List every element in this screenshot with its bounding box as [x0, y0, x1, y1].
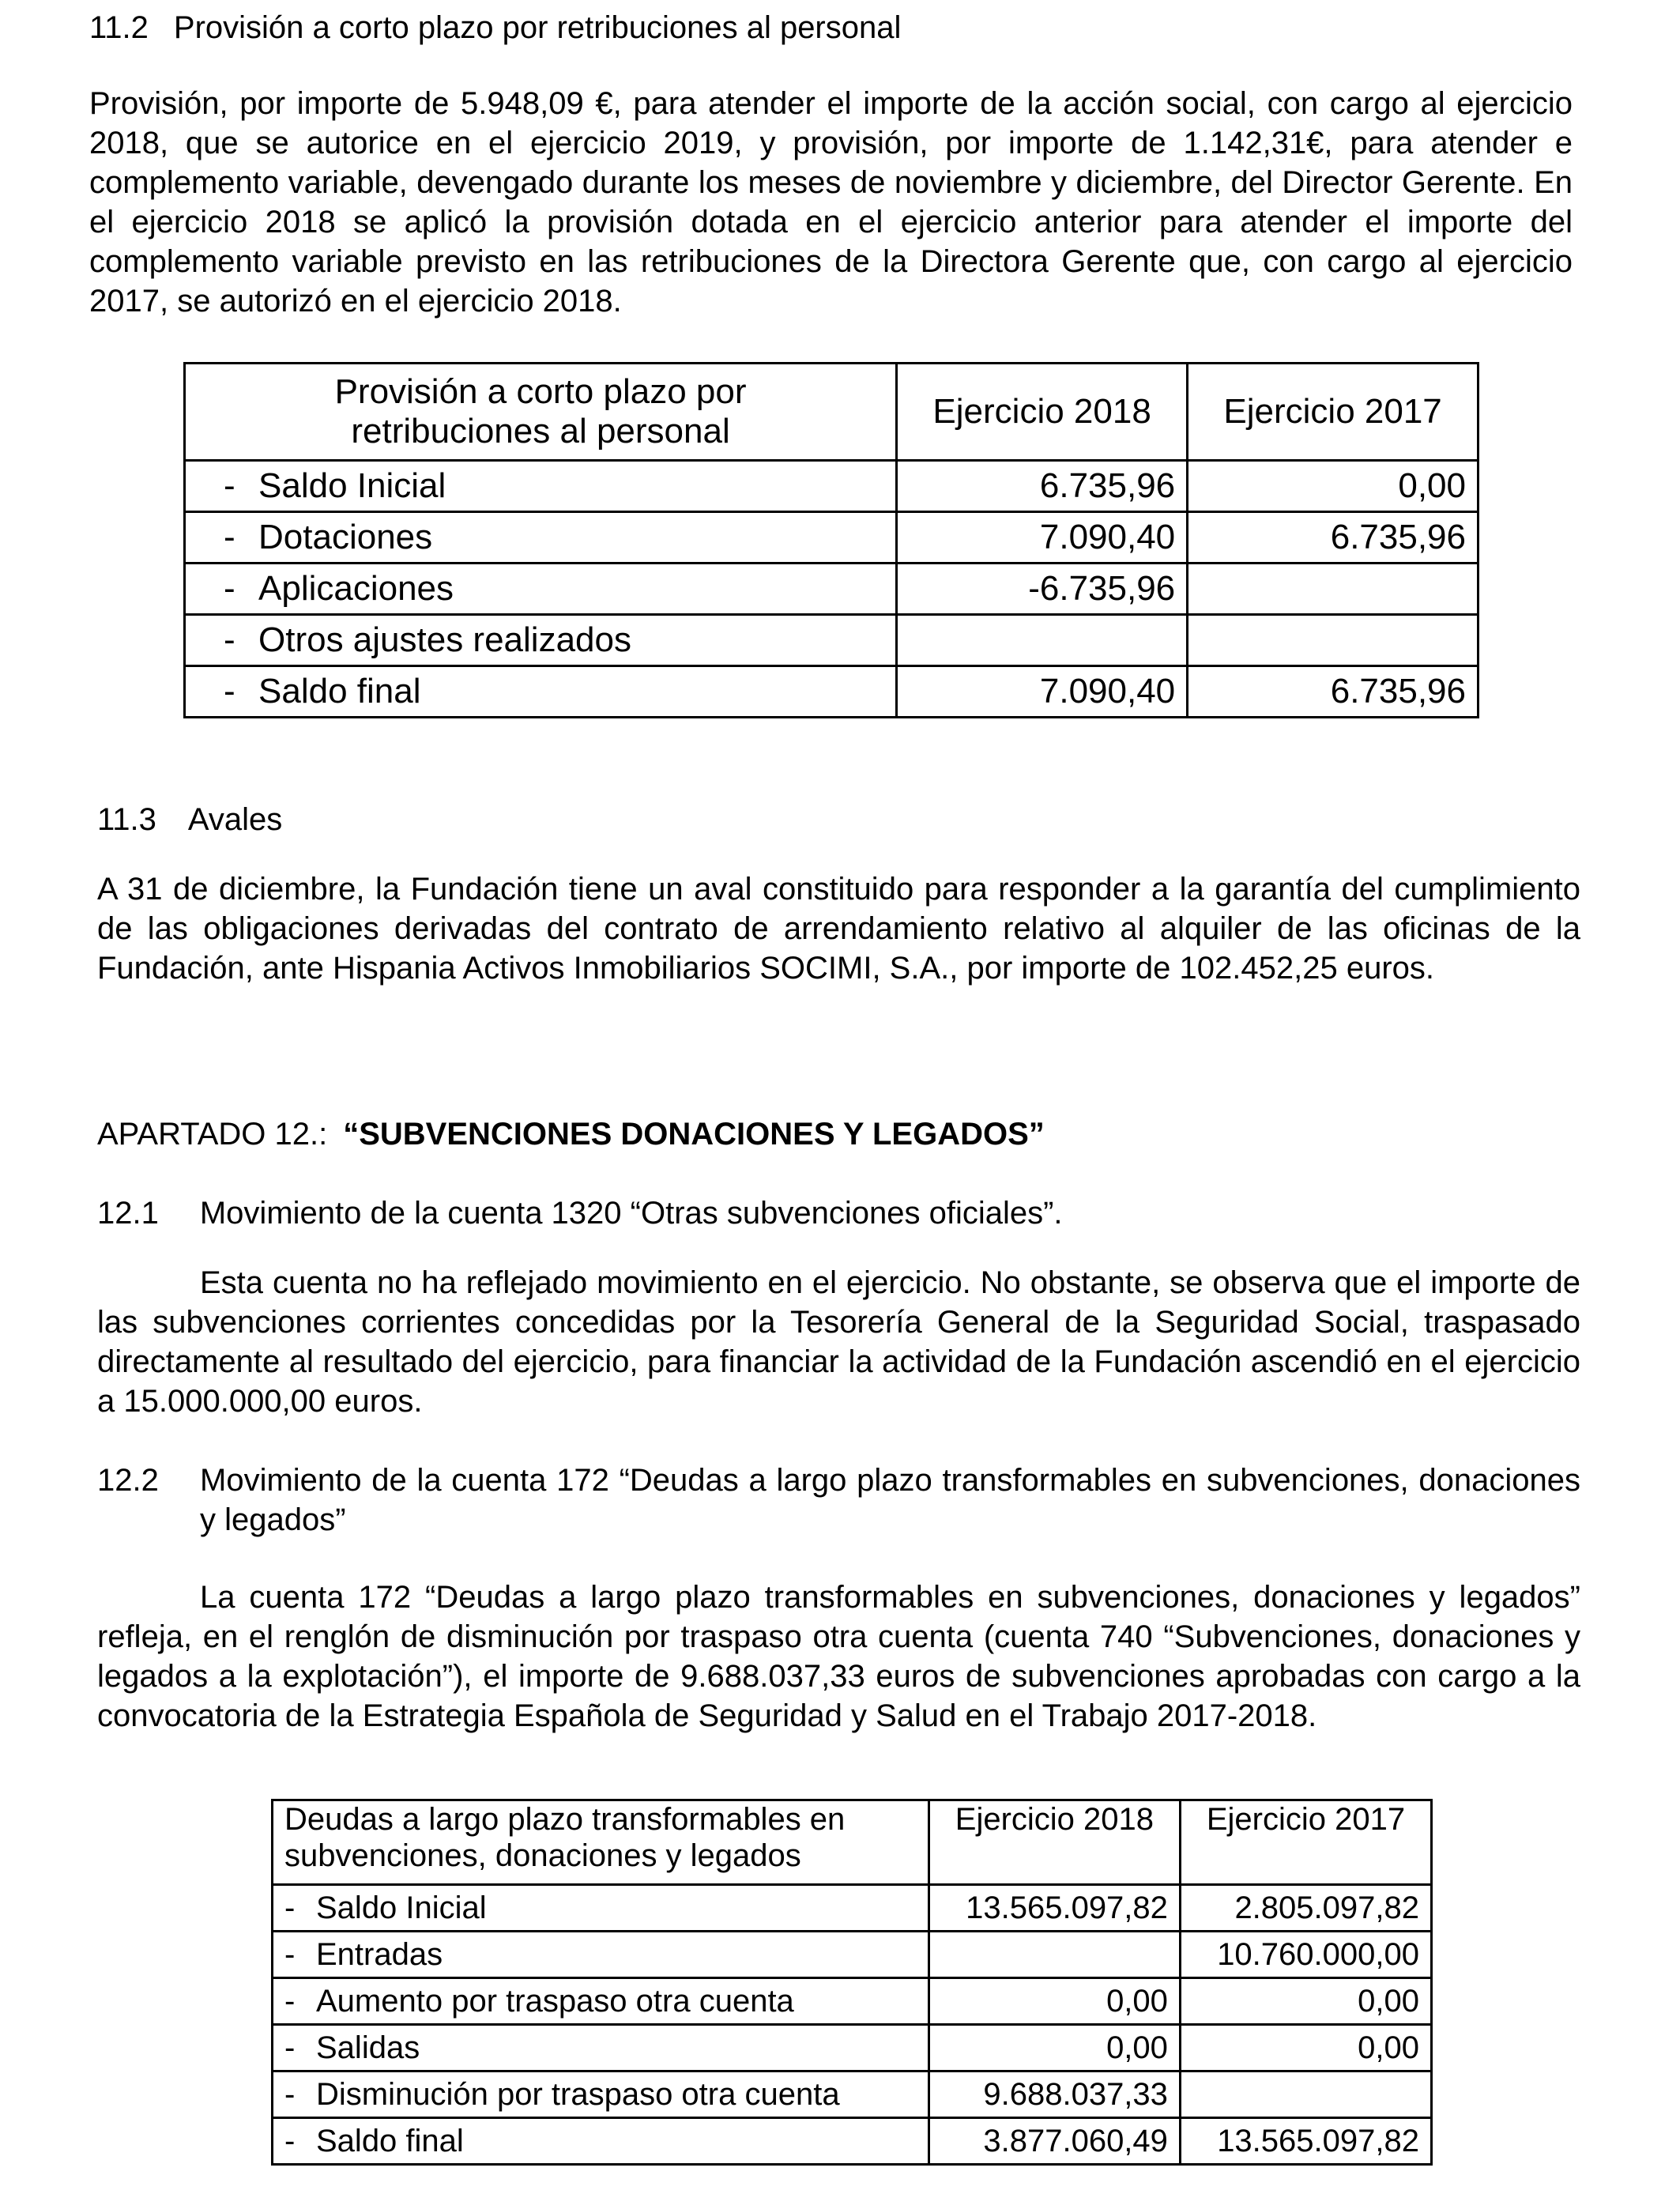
row-label: Disminución por traspaso otra cuenta: [316, 2077, 840, 2112]
apartado-12-heading: [97, 1116, 1045, 1152]
table-row: [185, 461, 1478, 512]
section-11-3-paragraph: A 31 de diciembre, la Fundación tiene un aval constituido para responder a la garantía del cumplimiento de las obligaciones derivadas del contrato de arrendamiento relativo al alquiler de las oficinas de la Fundación, ante Hispania Activos Inmobiliarios SOCIMI, S.A., por importe de 102.452,25 euros.: [97, 872, 1580, 986]
row-label: Saldo Inicial: [316, 1891, 487, 1925]
value-2017: 2.805.097,82: [1180, 1885, 1431, 1932]
row-dash: -: [284, 1984, 296, 2019]
value-2018: 6.735,96: [897, 461, 1188, 512]
value-2018: 3.877.060,49: [929, 2118, 1180, 2165]
table-title-header: Deudas a largo plazo transformables en subvenciones, donaciones y legados: [273, 1800, 929, 1885]
section-12-1-heading: [97, 1195, 1063, 1231]
table-row: [185, 564, 1478, 615]
row-label-cell: [273, 2118, 929, 2165]
row-label: Aplicaciones: [258, 569, 454, 608]
row-label-cell: [273, 1978, 929, 2025]
row-label-cell: [185, 564, 897, 615]
row-label: Saldo Inicial: [258, 466, 446, 505]
value-2017: 0,00: [1180, 2025, 1431, 2071]
row-label: Saldo final: [258, 672, 421, 711]
value-2017: 0,00: [1180, 1978, 1431, 2025]
value-2017: [1188, 564, 1478, 615]
section-11-2-paragraph: Provisión, por importe de 5.948,09 €, para atender el importe de la acción social, con cargo al ejercicio 2018, que se autorice en el ejercicio 2019, y provisión, por importe de 1.142,31€, para atender e complemento variable, devengado durante los meses de noviembre y diciembre, del Director Gerente. En el ejercicio 2018 se aplicó la provisión dotada en el ejercicio anterior para atender el importe del complemento variable previsto en las retribuciones de la Directora Gerente que, con cargo al ejercicio 2017, se autorizó en el ejercicio 2018.: [89, 86, 1573, 319]
row-label-cell: [185, 512, 897, 564]
table-row: [185, 615, 1478, 666]
row-label-cell: [185, 666, 897, 718]
value-2018: 0,00: [929, 1978, 1180, 2025]
row-label-cell: [185, 461, 897, 512]
section-11-2-heading: [89, 9, 901, 46]
row-label: Salidas: [316, 2030, 420, 2065]
row-dash: -: [284, 1937, 296, 1972]
row-dash: -: [284, 2077, 296, 2112]
row-dash: -: [284, 2030, 296, 2065]
row-label: Otros ajustes realizados: [258, 620, 631, 659]
section-12-1-paragraph: Esta cuenta no ha reflejado movimiento en el ejercicio. No obstante, se observa que el importe de las subvenciones corrientes concedidas por la Tesorería General de la Seguridad Social, traspasado directamente al resultado del ejercicio, para financiar la actividad de la Fundación ascendió en el ejercicio a 15.000.000,00 euros.: [97, 1265, 1580, 1419]
row-label: Dotaciones: [258, 518, 433, 556]
section-number: 11.3: [97, 802, 156, 837]
value-2017: 6.735,96: [1188, 512, 1478, 564]
row-label-cell: [273, 1932, 929, 1978]
value-2017: [1188, 615, 1478, 666]
value-2018: 7.090,40: [897, 666, 1188, 718]
table-row: [273, 2118, 1432, 2165]
value-2017: 13.565.097,82: [1180, 2118, 1431, 2165]
row-label-cell: [273, 1885, 929, 1932]
row-label-cell: [273, 2071, 929, 2118]
section-title: Movimiento de la cuenta 172 “Deudas a largo plazo transformables en subvenciones, donaciones y legados”: [200, 1463, 1580, 1537]
value-2018: [897, 615, 1188, 666]
column-header-2017: Ejercicio 2017: [1188, 364, 1478, 461]
row-label-cell: [185, 615, 897, 666]
table-row: [185, 666, 1478, 718]
row-dash: -: [284, 1891, 296, 1925]
row-dash: -: [284, 2124, 296, 2158]
row-dash: -: [224, 569, 235, 608]
section-12-2-paragraph: La cuenta 172 “Deudas a largo plazo transformables en subvenciones, donaciones y legados” refleja, en el renglón de disminución por traspaso otra cuenta (cuenta 740 “Subvenciones, donaciones y legados a la explotación”), el importe de 9.688.037,33 euros de subvenciones aprobadas con cargo a la convocatoria de la Estrategia Española de Seguridad y Salud en el Trabajo 2017-2018.: [97, 1580, 1580, 1733]
column-header-2018: Ejercicio 2018: [897, 364, 1188, 461]
section-number: 12.1: [97, 1196, 159, 1231]
apartado-title: “SUBVENCIONES DONACIONES Y LEGADOS”: [343, 1117, 1045, 1152]
section-title: Avales: [187, 802, 283, 837]
column-header-2018: Ejercicio 2018: [929, 1800, 1180, 1885]
table-title-header: Provisión a corto plazo por retribuciones al personal: [185, 364, 897, 461]
section-11-3-heading: [97, 801, 282, 838]
table-header-row: [273, 1800, 1432, 1885]
row-dash: -: [224, 518, 235, 556]
value-2017: 10.760.000,00: [1180, 1932, 1431, 1978]
row-label-cell: [273, 2025, 929, 2071]
value-2018: -6.735,96: [897, 564, 1188, 615]
value-2018: 7.090,40: [897, 512, 1188, 564]
value-2018: 9.688.037,33: [929, 2071, 1180, 2118]
table-row: [273, 1885, 1432, 1932]
row-dash: -: [224, 672, 235, 711]
row-label: Saldo final: [316, 2124, 464, 2158]
row-label: Entradas: [316, 1937, 443, 1972]
deudas-table: [271, 1799, 1433, 2166]
column-header-2017: Ejercicio 2017: [1180, 1800, 1431, 1885]
apartado-prefix: APARTADO 12.:: [97, 1117, 328, 1152]
section-title: Movimiento de la cuenta 1320 “Otras subvenciones oficiales”.: [199, 1196, 1063, 1231]
section-number: 11.2: [89, 10, 149, 45]
section-title: Provisión a corto plazo por retribuciones al personal: [173, 10, 902, 45]
table-header-row: [185, 364, 1478, 461]
row-dash: -: [224, 620, 235, 659]
value-2017: 0,00: [1188, 461, 1478, 512]
value-2017: [1180, 2071, 1431, 2118]
value-2018: [929, 1932, 1180, 1978]
section-12-2-heading: [97, 1461, 1580, 1540]
table-row: [185, 512, 1478, 564]
table-row: [273, 2025, 1432, 2071]
section-number: 12.2: [97, 1463, 159, 1498]
value-2018: 13.565.097,82: [929, 1885, 1180, 1932]
table-row: [273, 1932, 1432, 1978]
row-dash: -: [224, 466, 235, 505]
provision-table: [183, 362, 1479, 718]
table-row: [273, 2071, 1432, 2118]
value-2018: 0,00: [929, 2025, 1180, 2071]
row-label: Aumento por traspaso otra cuenta: [316, 1984, 794, 2019]
value-2017: 6.735,96: [1188, 666, 1478, 718]
table-row: [273, 1978, 1432, 2025]
